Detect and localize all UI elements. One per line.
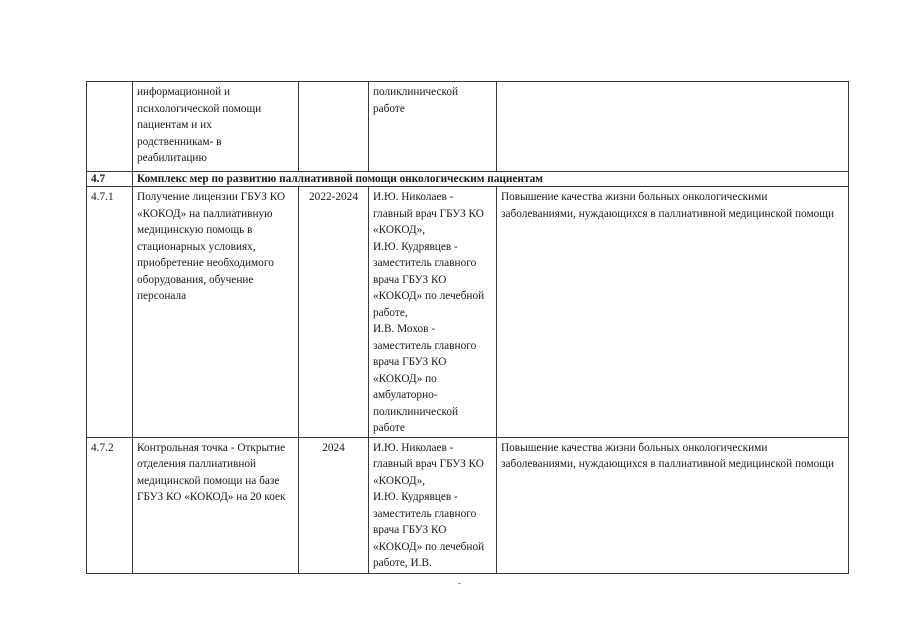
deadline bbox=[299, 82, 369, 172]
expected-result bbox=[497, 82, 849, 172]
measure-name: Контрольная точка - Открытие отделения паллиативной медицинской помощи на базе ГБУЗ КО «КОКОД» на 20 коек bbox=[133, 437, 299, 573]
scan-speck bbox=[458, 583, 461, 584]
responsible: И.Ю. Николаев - главный врач ГБУЗ КО «КОКОД», И.Ю. Кудрявцев - заместитель главного врача ГБУЗ КО «КОКОД» по лечебной работе, И.В. Мохов - заместитель главного врача ГБУЗ КО «КОКОД» по амбулаторно-поликлинической работе bbox=[369, 187, 497, 438]
expected-result: Повышение качества жизни больных онкологическими заболеваниями, нуждающихся в паллиативной медицинской помощи bbox=[497, 187, 849, 438]
responsible: поликлинической работе bbox=[369, 82, 497, 172]
measure-name: информационной и психологической помощи пациентам и их родственникам- в реабилитацию bbox=[133, 82, 299, 172]
responsible: И.Ю. Николаев - главный врач ГБУЗ КО «КОКОД», И.Ю. Кудрявцев - заместитель главного врача ГБУЗ КО «КОКОД» по лечебной работе, И.В. bbox=[369, 437, 497, 573]
section-row bbox=[87, 172, 849, 187]
measure-name: Получение лицензии ГБУЗ КО «КОКОД» на паллиативную медицинскую помощь в стационарных условиях, приобретение необходимого оборудования, обучение персонала bbox=[133, 187, 299, 438]
deadline: 2024 bbox=[299, 437, 369, 573]
row-number: 4.7.1 bbox=[87, 187, 133, 438]
expected-result: Повышение качества жизни больных онкологическими заболеваниями, нуждающихся в паллиативной медицинской помощи bbox=[497, 437, 849, 573]
deadline: 2022-2024 bbox=[299, 187, 369, 438]
section-number: 4.7 bbox=[87, 172, 133, 187]
table-row bbox=[87, 82, 849, 172]
row-number bbox=[87, 82, 133, 172]
table-row bbox=[87, 187, 849, 438]
row-number: 4.7.2 bbox=[87, 437, 133, 573]
table-row bbox=[87, 437, 849, 573]
section-title: Комплекс мер по развитию паллиативной помощи онкологическим пациентам bbox=[133, 172, 849, 187]
measures-table bbox=[86, 81, 849, 574]
